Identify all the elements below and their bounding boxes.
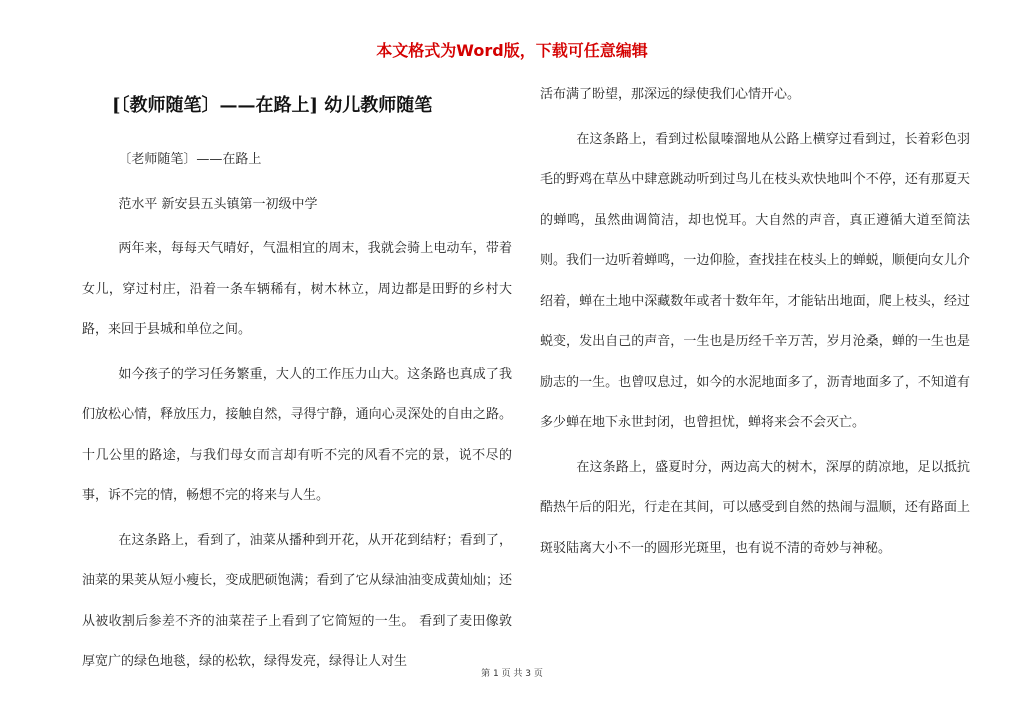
paragraph-subtitle: 〔老师随笔〕——在路上 (118, 152, 262, 167)
paragraph: 在这条路上，盛夏时分，两边高大的树木，深厚的荫凉地，足以抵抗酷热午后的阳光，行走在其间，可以感受到自然的热闹与温顺，还有路面上斑驳陆离大小不一的圆形光斑里，也有说不清的奇妙与神秘。 (540, 459, 970, 556)
document-banner: 本文格式为Word版，下载可任意编辑 (376, 41, 648, 60)
paragraph: 如今孩子的学习任务繁重，大人的工作压力山大。这条路也真成了我们放松心情，释放压力，接触自然，寻得宁静，通向心灵深处的自由之路。十几公里的路途，与我们母女而言却有听不完的风看不完的景，说不尽的事，诉不完的情，畅想不完的将来与人生。 (82, 366, 512, 503)
left-column (82, 80, 512, 683)
paragraph-continued: 活布满了盼望，那深远的绿使我们心情开心。 (540, 87, 801, 102)
article-title: [〔教师随笔〕——在路上] 幼儿教师随笔 (112, 95, 433, 116)
paragraph-author: 范水平 新安县五头镇第一初级中学 (118, 196, 318, 212)
right-column (540, 75, 970, 569)
paragraph: 两年来，每每天气晴好，气温相宜的周末，我就会骑上电动车，带着女儿，穿过村庄，沿着一条车辆稀有，树木林立，周边都是田野的乡村大路，来回于县城和单位之间。 (82, 241, 512, 337)
paragraph: 在这条路上，看到过松鼠嗪溜地从公路上横穿过看到过，长着彩色羽毛的野鸡在草丛中肆意跳动听到过鸟儿在枝头欢快地叫个不停，还有那夏天的蝉鸣，虽然曲调简洁，却也悦耳。大自然的声音，真正遵循大道至简法则。我们一边听着蝉鸣，一边仰脸，查找挂在枝头上的蝉蜕，顺便向女儿介绍着，蝉在土地中深藏数年或者十数年年，才能钻出地面，爬上枝头，经过蜕变，发出自己的声音，一生也是历经千辛万苦，岁月沧桑，蝉的一生也是励志的一生。也曾叹息过，如今的水泥地面多了，沥青地面多了，不知道有多少蝉在地下永世封闭，也曾担忧，蝉将来会不会灭亡。 (540, 131, 970, 430)
paragraph: 在这条路上，看到了，油菜从播种到开花，从开花到结籽；看到了，油菜的果荚从短小瘦长，变成肥硕饱满；看到了它从绿油油变成黄灿灿；还从被收割后参差不齐的油菜茬子上看到了它简短的一生。 看到了麦田像敦厚宽广的绿色地毯，绿的松软，绿得发亮，绿得让人对生 (82, 532, 512, 669)
page-number: 第 1 页 共 3 页 (481, 669, 543, 679)
